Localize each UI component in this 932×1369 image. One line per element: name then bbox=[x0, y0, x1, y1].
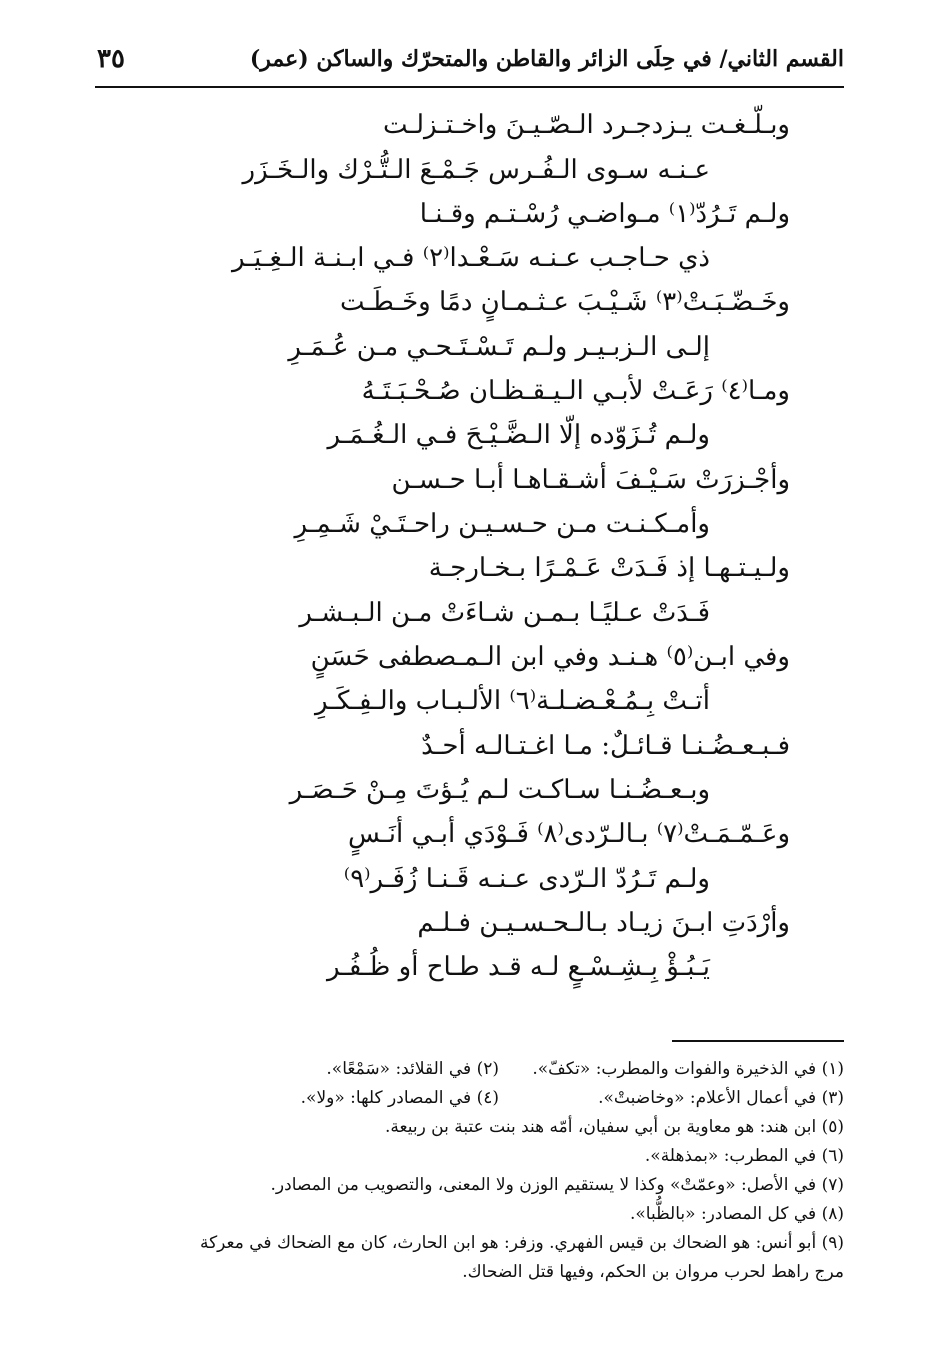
footnote-5: (٥) ابن هند: هو معاوية بن أبي سفيان، أمّه هند بنت عتبة بن ربيعة. bbox=[384, 1117, 844, 1137]
footnote-line bbox=[100, 1113, 844, 1142]
verse-line: ذي حـاجـب عـنـه سَـعْـدا⁽٢⁾ فـي ابـنـة الـغِـيَـر bbox=[232, 243, 710, 273]
verse-line: وأمـكـنـت مـن حـسـيـن راحـتَـيْ شَـمِـرِ bbox=[294, 509, 710, 539]
verse-line: وأجْـزرَتْ سَـيْـفَ أشـقـاهـا أبـا حـسـن bbox=[391, 465, 790, 495]
verse-line: ولـم تُـزَوّده إلّا الـضَّـيْـحَ فـي الـغُـمَـر bbox=[327, 420, 710, 450]
footnote-line bbox=[100, 1229, 844, 1258]
footnote-separator bbox=[672, 1040, 844, 1042]
footnote-line bbox=[100, 1142, 844, 1171]
verse-line: ولـيـتـهـا إذ فَـدَتْ عَـمْـرًا بـخـارجـة bbox=[428, 553, 790, 583]
footnote-line bbox=[100, 1258, 844, 1287]
verse-line: ومـا⁽٤⁾ رَعَـتْ لأبـي الـيـقـظـان صُـحْـبَـتَـهُ bbox=[361, 376, 790, 406]
verse-line: وبـعـضُـنـا سـاكـت لـم يُـؤتَ مِـنْ حَـصَـر bbox=[289, 775, 710, 805]
footnotes bbox=[100, 1055, 844, 1287]
footnote-3: (٣) في أعمال الأعلام: «وخاضبتْ». bbox=[598, 1088, 844, 1108]
footnote-line bbox=[100, 1171, 844, 1200]
footnote-9-continued: مرج راهط لحرب مروان بن الحكم، وفيها قتل الضحاك. bbox=[462, 1262, 844, 1282]
header-title: القسم الثاني/ في حِلَى الزائر والقاطن والمتحرّك والساكن (عمر) bbox=[249, 46, 844, 72]
verse-line: يَـبُـؤْ بِـشِـسْـعٍ لـه قـد طـاح أو ظُـفُـر bbox=[326, 952, 710, 982]
verse-line: وبـلّـغـت يـزدجـرد الـصّـيـنَ واخـتـزلـت bbox=[382, 110, 790, 140]
running-header bbox=[95, 40, 844, 88]
footnote-2: (٢) في القلائد: «سَمْعًا». bbox=[326, 1059, 499, 1079]
footnote-line bbox=[100, 1055, 844, 1084]
footnote-7: (٧) في الأصل: «وعمّتْ» وكذا لا يستقيم الوزن ولا المعنى، والتصويب من المصادر. bbox=[270, 1175, 844, 1195]
footnote-1: (١) في الذخيرة والفوات والمطرب: «تكفّ». bbox=[532, 1059, 844, 1079]
verse-line: أتـتْ بِـمُـعْـضـلـة⁽٦⁾ الألـبـاب والـفِـكَـرِ bbox=[315, 686, 710, 716]
page-number: ٣٥ bbox=[97, 44, 125, 74]
footnote-9: (٩) أبو أنس: هو الضحاك بن قيس الفهري. وزفر: هو ابن الحارث، كان مع الضحاك في معركة bbox=[199, 1233, 844, 1253]
verse-line: وعَـمّـمَـتْ⁽٧⁾ بـالـرّدى⁽٨⁾ فَـوْدَي أبـي أنَـسٍ bbox=[347, 819, 790, 849]
verse-line: إلـى الـزبـيـر ولـم تَـسْـتَـحـي مـن عُـمَـرِ bbox=[288, 332, 710, 362]
verse-line: وخَـضّـبَـتْ⁽٣⁾ شَـيْـبَ عـثـمـانٍ دمًا وخَـطَـت bbox=[339, 287, 790, 317]
verse-line: فَـدَتْ عـليًـا بـمـن شـاءَتْ مـن الـبـشـر bbox=[299, 598, 710, 628]
verse-line: وفي ابـن⁽٥⁾ هـنـد وفي ابن الـمـصطفى حَسَنٍ bbox=[310, 642, 790, 672]
verse-line: فـبـعـضُـنـا قـائـلٌ: مـا اغـتـالـه أحـدٌ bbox=[421, 731, 790, 761]
verse-line: وأرْدَتِ ابـنَ زيـاد بـالـحـسـيـن فـلـم bbox=[417, 908, 790, 938]
verse-line: ولـم تَـرُدّ⁽١⁾ مـواضـي رُسْـتـم وقـنـا bbox=[419, 199, 790, 229]
footnote-line bbox=[100, 1084, 844, 1113]
footnote-4: (٤) في المصادر كلها: «ولا». bbox=[300, 1088, 499, 1108]
verse-line: عـنـه سـوى الـفُـرس جَـمْـعَ الـتُّـرْك والـخَـزَر bbox=[242, 155, 710, 185]
footnote-6: (٦) في المطرب: «بمذهلة». bbox=[644, 1146, 844, 1166]
footnote-line bbox=[100, 1200, 844, 1229]
footnote-8: (٨) في كل المصادر: «بالظُّبا». bbox=[629, 1204, 844, 1224]
verse-line: ولـم تَـرُدّ الـرّدى عـنـه قَـنـا زُفَـر⁽٩⁾ bbox=[343, 864, 710, 894]
